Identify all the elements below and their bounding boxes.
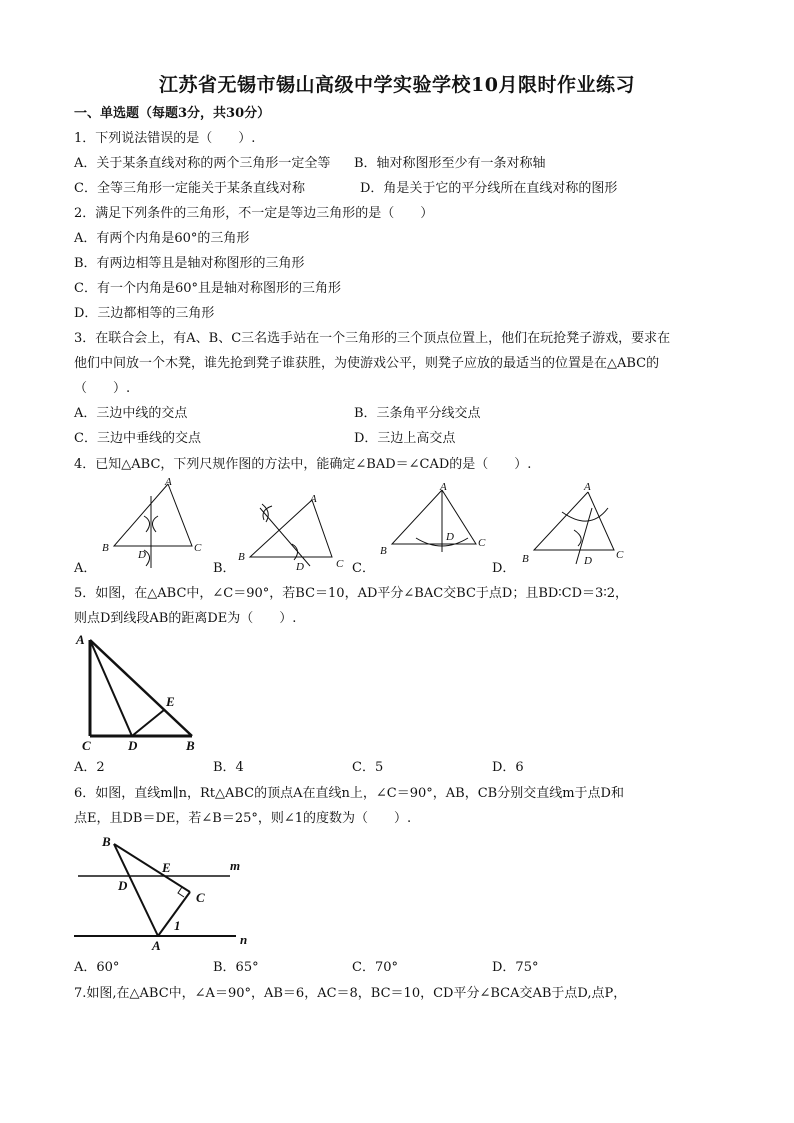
q5-figure xyxy=(74,632,214,754)
q6-label-c: C xyxy=(196,890,205,905)
page-title: 江苏省无锡市锡山高级中学实验学校10月限时作业练习 xyxy=(159,74,635,96)
q5-stem-line1: 5．如图，在△ABC中，∠C＝90°，若BC＝10，AD平分∠BAC交BC于点D；且BD∶CD＝3∶2， xyxy=(74,586,628,601)
q6-label-m: m xyxy=(230,858,241,873)
q4c-label-b: B xyxy=(380,545,387,557)
q5-label-b: B xyxy=(186,738,195,753)
q4-figure-a xyxy=(96,476,206,571)
q7-stem-line1: 7.如图,在△ABC中，∠A＝90°，AB＝6，AC＝8，BC＝10，CD平分∠BCA交AB于点D,点P， xyxy=(74,986,627,1001)
q5-stem-line2: 则点D到线段AB的距离DE为（ ）. xyxy=(74,611,297,626)
q1-option-a: A．关于某条直线对称的两个三角形一定全等 xyxy=(74,156,331,171)
q6-label-b: B xyxy=(102,834,111,849)
q2-option-d: D．三边都相等的三角形 xyxy=(74,306,215,321)
q6-label-a: A xyxy=(152,938,161,953)
q1-option-c: C．全等三角形一定能关于某条直线对称 xyxy=(74,181,305,196)
q4b-label-a: A xyxy=(310,493,317,505)
q2-stem: 2．满足下列条件的三角形，不一定是等边三角形的是（ ） xyxy=(74,206,434,221)
q2-option-b: B．有两边相等且是轴对称图形的三角形 xyxy=(74,256,305,271)
q3-option-c: C．三边中垂线的交点 xyxy=(74,431,201,446)
q5-label-c: C xyxy=(82,738,91,753)
q2-option-a: A．有两个内角是60°的三角形 xyxy=(74,231,250,246)
q6-label-n: n xyxy=(240,932,248,947)
q5-option-c: C．5 xyxy=(352,760,384,775)
q4-figure-c xyxy=(378,482,488,572)
q4a-label-b: B xyxy=(102,542,109,554)
q4-option-d: D． xyxy=(492,561,516,576)
q4d-label-d: D xyxy=(584,555,592,567)
q6-stem-line1: 6．如图，直线m∥n，Rt△ABC的顶点A在直线n上，∠C＝90°，AB，CB分别交直线m于点D和 xyxy=(74,786,624,801)
q6-stem-line2: 点E，且DB＝DE，若∠B＝25°，则∠1的度数为（ ）. xyxy=(74,811,412,826)
q5-label-a: A xyxy=(76,632,85,647)
q4a-label-a: A xyxy=(165,476,172,488)
q4c-label-a: A xyxy=(440,481,447,493)
q6-label-d: D xyxy=(118,878,128,893)
q3-option-a: A．三边中线的交点 xyxy=(74,406,188,421)
q4d-label-c: C xyxy=(616,549,624,561)
q5-option-a: A．2 xyxy=(74,760,105,775)
q6-figure xyxy=(74,832,274,954)
q3-option-d: D．三边上高交点 xyxy=(354,431,456,446)
q4-option-a: A． xyxy=(74,561,97,576)
q4c-label-d: D xyxy=(446,531,454,543)
q6-option-a: A．60° xyxy=(74,960,120,975)
q4-figure-b xyxy=(236,492,351,574)
q4d-label-b: B xyxy=(522,553,529,565)
section-heading: 一、单选题（每题3分，共30分） xyxy=(74,106,271,121)
q6-option-b: B．65° xyxy=(213,960,259,975)
q6-label-e: E xyxy=(162,860,171,875)
q1-stem: 1．下列说法错误的是（ ）. xyxy=(74,131,256,146)
q5-label-e: E xyxy=(166,694,175,709)
q4-stem: 4．已知△ABC，下列尺规作图的方法中，能确定∠BAD＝∠CAD的是（ ）. xyxy=(74,457,532,472)
q4-figure-d xyxy=(518,480,633,570)
q3-stem-line1: 3．在联合会上，有A、B、C三名选手站在一个三角形的三个顶点位置上，他们在玩抢凳子游戏，要求在 xyxy=(74,331,671,346)
q1-option-b: B．轴对称图形至少有一条对称轴 xyxy=(354,156,546,171)
q6-label-1: 1 xyxy=(174,918,181,933)
q4a-label-d: D xyxy=(138,549,146,561)
q1-option-d: D．角是关于它的平分线所在直线对称的图形 xyxy=(360,181,618,196)
q5-option-d: D．6 xyxy=(492,760,524,775)
q4-option-b: B． xyxy=(213,561,236,576)
q5-option-b: B．4 xyxy=(213,760,244,775)
q3-option-b: B．三条角平分线交点 xyxy=(354,406,481,421)
q4b-label-b: B xyxy=(238,551,245,563)
q4c-label-c: C xyxy=(478,537,486,549)
q3-stem-line3: （ ）. xyxy=(74,381,131,396)
q4b-label-c: C xyxy=(336,558,344,570)
q6-option-c: C．70° xyxy=(352,960,398,975)
q4a-label-c: C xyxy=(194,542,202,554)
q6-option-d: D．75° xyxy=(492,960,539,975)
q5-label-d: D xyxy=(128,738,138,753)
q4d-label-a: A xyxy=(584,481,591,493)
q2-option-c: C．有一个内角是60°且是轴对称图形的三角形 xyxy=(74,281,341,296)
q4-option-c: C． xyxy=(352,561,375,576)
q3-stem-line2: 他们中间放一个木凳，谁先抢到凳子谁获胜，为使游戏公平，则凳子应放的最适当的位置是在△ABC的 xyxy=(74,356,660,371)
q4b-label-d: D xyxy=(296,561,304,573)
